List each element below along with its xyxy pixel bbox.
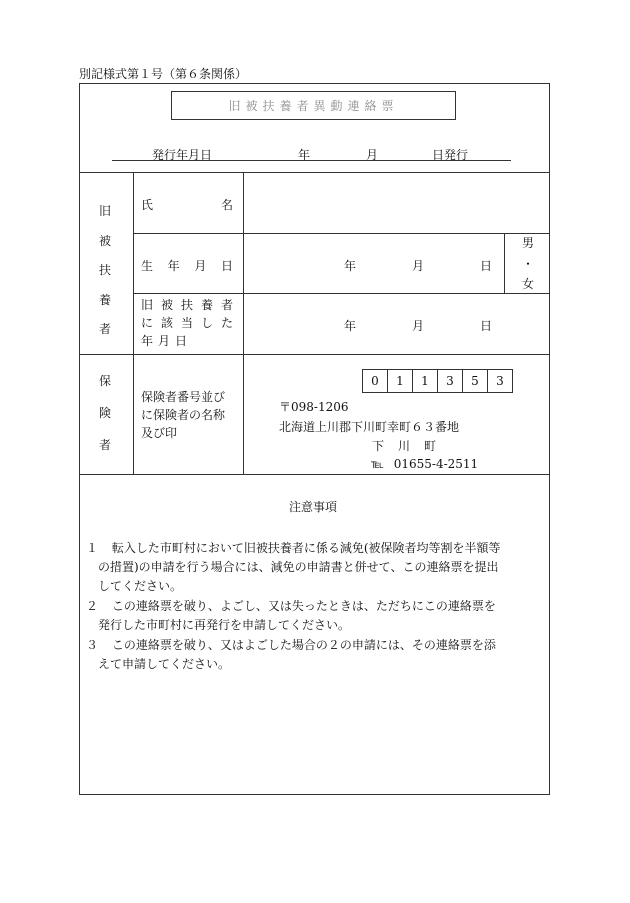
eligible-label-char: 扶 <box>180 298 193 312</box>
note-continuation: えて申請してください。 <box>98 657 231 671</box>
digit-text: 1 <box>396 374 404 388</box>
insurer-name <box>372 437 436 454</box>
old-dependent-char: 旧 <box>98 204 111 218</box>
gender-selector[interactable] <box>520 237 536 290</box>
form-title <box>171 91 456 120</box>
eligible-label-char: 被 <box>160 298 173 312</box>
issue-month-label: 月 <box>366 148 379 162</box>
insurer-field-label-line: 及び印 <box>141 426 178 440</box>
digit-text: 3 <box>446 374 454 388</box>
birth-day-label: 日 <box>480 259 493 273</box>
digit-text: 3 <box>496 374 504 388</box>
issue-date-underline <box>112 160 511 161</box>
issue-year-label: 年 <box>298 148 311 162</box>
name-label-char: 氏 <box>141 198 154 212</box>
insurer-field-label <box>141 388 241 442</box>
insurer-name-char: 下 <box>372 439 385 453</box>
insurer-section-label <box>97 375 113 451</box>
form-caption: 別記様式第１号（第６条関係） <box>79 67 248 81</box>
insurer-postal-code: 〒098-1206 <box>279 400 349 414</box>
eligible-label-char: 該 <box>160 316 173 330</box>
eligible-label-char: 旧 <box>141 298 154 312</box>
insurer-number-digit <box>487 369 513 393</box>
old-dependent-section-label <box>97 205 113 335</box>
rule-notes-top <box>79 474 550 475</box>
note-first-line <box>86 636 548 655</box>
note-text: この連絡票を破り、よごし、又は失ったときは、ただちにこの連絡票を <box>111 599 496 613</box>
eligible-label-char: 月 <box>158 334 171 348</box>
insurer-char: 者 <box>98 438 111 452</box>
eligible-label-char: 年 <box>141 334 154 348</box>
rule-label-column <box>133 172 134 474</box>
old-dependent-char: 扶 <box>98 263 111 277</box>
insurer-number-digit <box>462 369 488 393</box>
note-first-line <box>86 597 548 616</box>
digit-text: 1 <box>421 374 429 388</box>
eligible-label-line <box>141 332 233 350</box>
insurer-number-digit <box>412 369 438 393</box>
note-text: 転入した市町村において旧被扶養者に係る減免(被保険者均等割を半額等 <box>111 541 501 555</box>
eligible-label-char: 者 <box>220 298 233 312</box>
issue-date-label: 発行年月日 <box>152 148 213 162</box>
insurer-name-char: 川 <box>397 439 410 453</box>
form-title-text: 旧被扶養者異動連絡票 <box>228 99 399 113</box>
note-item <box>86 597 548 635</box>
note-continuation: の措置)の申請を行う場合には、減免の申請書と併せて、この連絡票を提出 <box>98 560 499 574</box>
insurer-number-digit <box>362 369 388 393</box>
note-item <box>86 636 548 674</box>
gender-female[interactable]: 女 <box>521 277 534 291</box>
eligible-label-char: 当 <box>180 316 193 330</box>
old-dependent-char: 養 <box>98 292 111 307</box>
gender-separator: ・ <box>521 256 534 271</box>
insurer-char: 険 <box>98 406 111 420</box>
old-dependent-char: 者 <box>98 322 111 336</box>
tel-icon: ℡ <box>371 457 384 471</box>
note-number: ３ <box>86 638 99 652</box>
name-field[interactable] <box>244 173 549 232</box>
birth-label-char: 月 <box>194 259 207 273</box>
note-first-line <box>86 539 548 558</box>
insurer-number-digit <box>387 369 413 393</box>
eligible-day-label: 日 <box>480 319 493 333</box>
name-label <box>141 196 233 213</box>
birth-label-char: 生 <box>141 259 154 273</box>
eligible-label-char: に <box>141 316 154 330</box>
eligible-year-label: 年 <box>344 319 357 333</box>
insurer-address: 北海道上川郡下川町幸町６３番地 <box>279 420 460 434</box>
insurer-number-digit <box>437 369 463 393</box>
note-text: この連絡票を破り、又はよごした場合の２の申請には、その連絡票を添 <box>111 638 496 652</box>
rule-gender-column <box>504 233 505 293</box>
rule-insurer-top <box>79 354 550 355</box>
old-dependent-char: 被 <box>98 233 111 248</box>
eligible-label-line <box>141 296 233 314</box>
birth-label-char: 年 <box>167 259 180 273</box>
issue-day-label: 日発行 <box>432 148 469 162</box>
birth-month-label: 月 <box>412 259 425 273</box>
name-label-char: 名 <box>220 198 233 212</box>
insurer-field-label-line: 保険者番号並び <box>141 390 226 404</box>
eligible-label-char: た <box>220 316 233 330</box>
gender-male[interactable]: 男 <box>521 236 534 250</box>
eligible-label-char: 養 <box>200 298 213 312</box>
birth-label-char: 日 <box>220 259 233 273</box>
note-continuation: してください。 <box>98 579 183 593</box>
note-number: ２ <box>86 599 99 613</box>
note-number: １ <box>86 541 99 555</box>
note-item <box>86 539 548 596</box>
notes-heading: 注意事項 <box>289 500 338 514</box>
eligible-label-line <box>141 314 233 332</box>
insurer-field-label-line: に保険者の名称 <box>141 408 226 422</box>
rule-birth-row <box>133 293 550 294</box>
birth-date-label <box>141 257 233 274</box>
eligible-month-label: 月 <box>412 319 425 333</box>
insurer-tel <box>371 457 478 471</box>
note-continuation: 発行した市町村に再発行を申請してください。 <box>98 618 351 632</box>
digit-text: 0 <box>371 374 379 388</box>
insurer-char: 保 <box>98 374 111 388</box>
eligible-date-label <box>141 296 233 350</box>
birth-year-label: 年 <box>344 259 357 273</box>
rule-name-row <box>133 233 550 234</box>
digit-text: 5 <box>471 374 479 388</box>
insurer-name-char: 町 <box>423 439 436 453</box>
eligible-label-char: 日 <box>175 334 188 348</box>
tel-number: 01655-4-2511 <box>393 457 479 471</box>
eligible-label-char: し <box>200 316 213 330</box>
